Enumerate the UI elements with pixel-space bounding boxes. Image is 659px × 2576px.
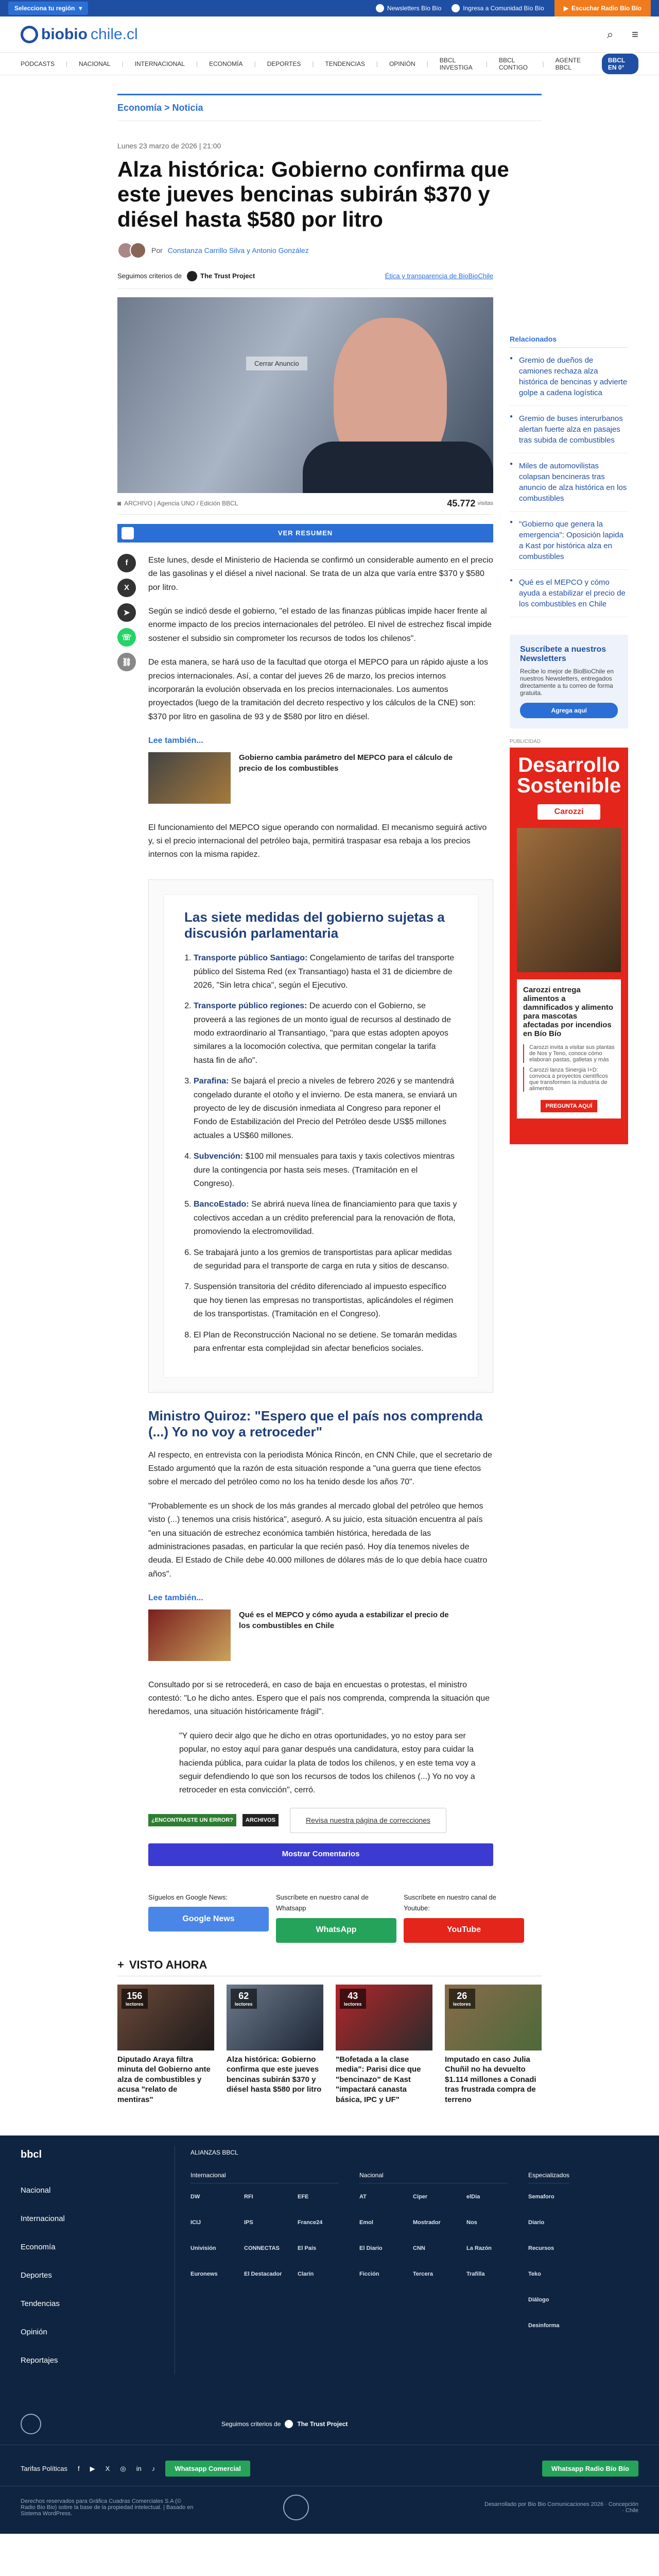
instagram-icon[interactable]: ◎ bbox=[120, 2464, 126, 2472]
partner-logo[interactable]: Nos bbox=[466, 2219, 477, 2226]
partner-logo[interactable]: Tercera bbox=[413, 2271, 433, 2278]
follow-row: Síguelos en Google News: Google News Suscríbete en nuestro canal de Whatsapp WhatsApp Suscríbete en nuestro canal de Youtube: YouTube bbox=[148, 1892, 493, 1943]
biobio-icon bbox=[21, 2414, 41, 2434]
link-icon[interactable]: ⛓ bbox=[117, 653, 136, 671]
partner-logo[interactable]: Clarín bbox=[298, 2271, 314, 2278]
user-icon bbox=[452, 4, 460, 12]
partner-logo[interactable]: Recursos bbox=[528, 2245, 554, 2252]
nav-item[interactable]: NACIONAL bbox=[79, 60, 111, 67]
partner-logo[interactable]: La Razón bbox=[466, 2245, 492, 2252]
author-avatar bbox=[130, 242, 146, 259]
nav-item[interactable]: DEPORTES bbox=[267, 60, 301, 67]
read-also-heading: Lee también... bbox=[148, 1594, 203, 1603]
sidebar: Relacionados ● Gremio de dueños de camiones rechaza alza histórica de bencinas y advierte golpe a cadena logística ● Gremio de buses interurbanos alertan fuerte alza en pasajes tras subida de combustibles ● Miles de automovilistas colapsan bencineras tras anuncio de alza histórica en los combustibles ● "Gobierno que genera la emergencia": Oposición lapida a Kast por histórica alza en combustibles ● Qué es el MEPCO y cómo ayuda a estabilizar el precio de los combustibles en Chile Suscríbete a nuestros Newsletters Recibe lo mejor de BioBioChile en nuestros Newsletters, entregados directamente a tu correo de forma gratuita. Agrega aquí PUBLICIDAD Desarrollo Sostenible Carozzi Carozzi entrega alimentos a damnificados y alimento para mascotas afectadas por incendios en Bío Bío Carozzi invita a visitar sus plantas de Nos y Teno, conoce cómo elaboran pastas, galletas y más Carozzi lanza Sinergia I+D: convoca a proyectos científicos que transformen la industria de alimentos PREGUNTA AQUÍ bbox=[510, 259, 628, 1943]
measure-item: 5. BancoEstado: Se abrirá nueva línea de financiamiento para que taxis y colectivos accedan a un crédito preferencial para la renovación de flota, promoviendo la electromovilidad. bbox=[194, 1198, 457, 1239]
measures-title: Las siete medidas del gobierno sujetas a discusión parlamentaria bbox=[184, 909, 445, 941]
facebook-icon[interactable]: f bbox=[78, 2465, 80, 2473]
newsletter-link[interactable]: Newsletters Bío Bío bbox=[376, 4, 441, 12]
telegram-icon[interactable]: ➤ bbox=[117, 603, 136, 622]
paragraph: "Probablemente es un shock de los más grandes al mercado global del petróleo que hemos visto (...) tenemos una crisis histórica", aseguró. A su juicio, esta situación encuentra al país "en una situación de estrechez económica también histórica, heredada de las administraciones pasadas, en particular la que recién pasó. Hoy día tenemos niveles de deuda. El Estado de Chile debe 40.000 millones de dólares más de lo que debía hace cuatro años". bbox=[148, 1501, 488, 1579]
site-footer: bbcl Nacional Internacional Economía Deportes Tendencias Opinión Reportajes ALIANZAS BBCL Internacional DW RFI EFE ICIJ IPS France24 Univisión CONNECTAS El País Euronews El Destacador Clarín Nacional AT Ciper elDia Emol Mostrador Nos El Diario CNN La Razón Ficción Tercera Trafilla Especializados Semaforo Diario Recursos Teko Diálogo Desinforma Seguimos criterios de The Trust Project Tarifas Políticas f ▶ X ◎ in ♪ Whatsapp Comercial Whatsapp Radio Bío Bío Derechos reservados para Gráfica Cuadras Comerciales S.A (© Radio Bio Bio) sobre la base de la propiedad intelectual. | Basado en Sistema WordPress. Desarrollado por Bio Bio Comunicaciones 2026 · Concepción · Chile bbox=[0, 2136, 659, 2534]
paragraph: Al respecto, en entrevista con la periodista Mónica Rincón, en CNN Chile, que el secretario de Estado argumentó que la razón de esta situación responde a "una guerra que tiene efectos sobre el mercado del petróleo como no los ha tenido desde los años 70". bbox=[148, 1450, 492, 1487]
newsletter-subscribe-button[interactable]: Agrega aquí bbox=[520, 703, 618, 718]
footer-trust: Seguimos criterios de The Trust Project bbox=[221, 2420, 348, 2428]
corrections-link[interactable]: Revisa nuestra página de correcciones bbox=[290, 1808, 446, 1833]
main-nav: PODCASTS | NACIONAL | INTERNACIONAL | ECONOMÍA | DEPORTES | TENDENCIAS | OPINIÓN | BBCL INVESTIGA | BBCL CONTIGO | AGENTE BBCL BBCL EN 0° bbox=[0, 53, 659, 75]
partner-logo[interactable]: Semaforo bbox=[528, 2194, 554, 2200]
nav-item[interactable]: BBCL CONTIGO bbox=[499, 56, 528, 71]
nav-item[interactable]: BBCL INVESTIGA bbox=[439, 56, 473, 71]
footer-social bbox=[0, 2445, 659, 2486]
close-ad-label[interactable]: Cerrar Anuncio bbox=[246, 357, 307, 370]
measure-item: 4. Subvención: $100 mil mensuales para taxis y taxis colectivos mientras dure la contingencia por hasta seis meses. (Tramitación en el Congreso). bbox=[194, 1150, 457, 1191]
ethics-link[interactable]: Ética y transparencia de BioBioChile bbox=[385, 272, 493, 280]
tarifas-link[interactable]: Tarifas Políticas bbox=[21, 2465, 68, 2473]
paragraph: El funcionamiento del MEPCO sigue operando con normalidad. El mecanismo seguirá activo y, si el precio internacional del petróleo baja, permitirá traspasar esa rebaja a los precios internos con la misma rapidez. bbox=[148, 823, 487, 859]
top-bar bbox=[0, 0, 659, 16]
trending-card[interactable]: 43 lectores "Bofetada a la clase media": Parisi dice que "bencinazo" de Kast "impactará canasta básica, IPC y UF" bbox=[336, 1985, 432, 2105]
related-link[interactable]: ● "Gobierno que genera la emergencia": Oposición lapida a Kast por histórica alza en combustibles bbox=[510, 512, 628, 570]
author-link[interactable]: Constanza Carrillo Silva y Antonio González bbox=[167, 246, 309, 255]
partner-logo[interactable]: ICIJ bbox=[190, 2219, 201, 2226]
logo-icon bbox=[21, 26, 38, 43]
play-icon: ▶ bbox=[563, 5, 568, 12]
summary-icon bbox=[122, 527, 134, 539]
trust-criteria: Seguimos criterios de The Trust Project Ética y transparencia de BioBioChile bbox=[117, 271, 493, 289]
partner-logo[interactable]: France24 bbox=[298, 2219, 323, 2226]
partner-logo[interactable]: Ciper bbox=[413, 2194, 428, 2200]
seal-icon bbox=[283, 2495, 309, 2520]
newsletter-icon bbox=[376, 4, 384, 12]
carozzi-logo: Carozzi bbox=[537, 804, 600, 820]
related-inline[interactable]: Gobierno cambia parámetro del MEPCO para el cálculo de precio de los combustibles bbox=[148, 752, 493, 804]
nav-item[interactable]: INTERNACIONAL bbox=[134, 60, 185, 67]
listen-radio-button[interactable]: ▶ Escuchar Radio Bío Bío bbox=[554, 0, 651, 16]
youtube-button[interactable]: YouTube bbox=[404, 1918, 524, 1943]
partner-logo[interactable]: Diálogo bbox=[528, 2297, 549, 2303]
partner-logo[interactable]: Emol bbox=[359, 2219, 373, 2226]
search-icon[interactable]: ⌕ bbox=[606, 27, 614, 41]
partner-logo[interactable]: IPS bbox=[244, 2219, 253, 2226]
partner-logo[interactable]: Desinforma bbox=[528, 2323, 560, 2329]
measure-item: 3. Parafina: Se bajará el precio a niveles de febrero 2026 y se mantendrá congelado durante el otoño y el invierno. De esta manera, se enviará un proyecto de ley de discusión inmediata al Congreso para reponer el Fondo de Estabilización del Precio del Petróleo desde US$5 millones actuales a US$60 millones. bbox=[194, 1075, 457, 1143]
trending-card[interactable]: 26 lectores Imputado en caso Julia Chuñil no ha devuelto $1.114 millones a Conadi tras frustrada compra de terreno bbox=[445, 1985, 542, 2105]
related-inline[interactable]: Qué es el MEPCO y cómo ayuda a estabilizar el precio de los combustibles en Chile bbox=[148, 1609, 493, 1661]
footer-link[interactable]: Deportes bbox=[21, 2271, 52, 2280]
partner-logo[interactable]: Diario bbox=[528, 2219, 545, 2226]
whatsapp-button[interactable]: WhatsApp bbox=[276, 1918, 396, 1943]
related-link[interactable]: ● Gremio de dueños de camiones rechaza alza histórica de bencinas y advierte golpe a cadena logística bbox=[510, 348, 628, 406]
partner-logo[interactable]: El País bbox=[298, 2245, 317, 2252]
chevron-down-icon: ▾ bbox=[79, 5, 82, 12]
nav-item[interactable]: PODCASTS bbox=[21, 60, 55, 67]
advertisement[interactable]: Desarrollo Sostenible Carozzi Carozzi entrega alimentos a damnificados y alimento para mascotas afectadas por incendios en Bío Bío Carozzi invita a visitar sus plantas de Nos y Teno, conoce cómo elaboran pastas, galletas y más Carozzi lanza Sinergia I+D: convoca a proyectos científicos que transformen la industria de alimentos PREGUNTA AQUÍ bbox=[510, 748, 628, 1144]
site-logo[interactable]: biobio chile.cl bbox=[21, 26, 138, 43]
image-caption: ◙ ARCHIVO | Agencia UNO / Edición BBCL 45.772 visitas bbox=[117, 493, 493, 515]
article-body bbox=[117, 259, 496, 1943]
trust-project-icon bbox=[285, 2420, 293, 2428]
section-heading: Ministro Quiroz: "Espero que el país nos comprenda (...) Yo no voy a retroceder" bbox=[148, 1408, 483, 1440]
view-count: 45.772 bbox=[447, 498, 476, 509]
partner-logo[interactable]: CNN bbox=[413, 2245, 425, 2252]
measure-item: 6. Se trabajará junto a los gremios de transportistas para aplicar medidas de seguridad para el transporte de carga en ruta y sitios de descanso. bbox=[194, 1246, 457, 1274]
byline: Por Constanza Carrillo Silva y Antonio González bbox=[117, 242, 542, 259]
menu-icon[interactable]: ≡ bbox=[632, 27, 638, 41]
nav-item[interactable]: OPINIÓN bbox=[389, 60, 415, 67]
tags-row bbox=[148, 1808, 493, 1833]
partner-logo[interactable]: DW bbox=[190, 2194, 200, 2200]
related-list bbox=[510, 348, 628, 617]
measures-list bbox=[184, 952, 457, 1355]
paragraph: "Y quiero decir algo que he dicho en otras oportunidades, yo no estoy para ser popular, no estoy aquí para ganar después una candidatura, estoy para cuidar la hacienda pública, para cuidar la plata de todos los chilenos, y en este tema voy a seguir defendiendo lo que son los recursos de todos los chilenos (...) Yo no voy a retroceder en esta convicción", cerró. bbox=[179, 1731, 476, 1795]
x-icon[interactable]: X bbox=[105, 2465, 110, 2473]
partner-logo[interactable]: Teko bbox=[528, 2271, 541, 2278]
partner-logo[interactable]: El Diario bbox=[359, 2245, 383, 2252]
plus-icon: + bbox=[117, 1958, 124, 1971]
partner-logo[interactable]: Mostrador bbox=[413, 2219, 441, 2226]
live-button[interactable]: BBCL EN 0° bbox=[602, 54, 638, 74]
linkedin-icon[interactable]: in bbox=[136, 2465, 142, 2473]
partner-logo[interactable]: Ficción bbox=[359, 2271, 379, 2278]
measure-item: 8. El Plan de Reconstrucción Nacional no se detiene. Se tomarán medidas para enfrentar esta complejidad sin afectar beneficios sociales. bbox=[194, 1329, 457, 1356]
community-link[interactable]: Ingresa a Comunidad Bío Bío bbox=[452, 4, 544, 12]
archive-tag[interactable]: ARCHIVOS bbox=[242, 1814, 279, 1826]
agent-logo[interactable]: AGENTE BBCL bbox=[555, 56, 581, 71]
whatsapp-icon[interactable]: ☏ bbox=[117, 628, 136, 647]
related-link[interactable]: ● Qué es el MEPCO y cómo ayuda a estabilizar el precio de los combustibles en Chile bbox=[510, 570, 628, 617]
trending-card[interactable]: 62 lectores Alza histórica: Gobierno confirma que este jueves bencinas subirán $370 y diésel hasta $580 por litro bbox=[227, 1985, 323, 2105]
region-selector[interactable]: Selecciona tu región ▾ bbox=[8, 2, 88, 15]
paragraph: Consultado por si se retrocederá, en caso de baja en encuestas o protestas, el ministro contestó: "Lo he dicho antes. Espero que el país nos comprenda, comprenda la situación que heredamos, una situación históricamente frágil". bbox=[148, 1680, 490, 1717]
partner-logo[interactable]: AT bbox=[359, 2194, 367, 2200]
partner-logo[interactable]: Trafilla bbox=[466, 2271, 485, 2278]
footer-link[interactable]: Tendencias bbox=[21, 2299, 60, 2309]
related-thumbnail bbox=[148, 1609, 231, 1661]
footer-link[interactable]: Internacional bbox=[21, 2214, 65, 2224]
measure-item: 2. Transporte público regiones: De acuerdo con el Gobierno, se proveerá a las regiones de un monto igual de recursos al destinado de modo extraordinario al Transantiago, "para que estas adopten apoyos similares a la locomoción colectiva, que permitan congelar la tarifa hasta fin de año". bbox=[194, 999, 457, 1067]
measure-item: 1. Transporte público Santiago: Congelamiento de tarifas del transporte público del Sistema Red (ex Transantiago) hasta el 31 de diciembre de 2026, "Sin letra chica", según el Ejecutivo. bbox=[194, 952, 457, 992]
summary-button[interactable]: VER RESUMEN bbox=[117, 524, 493, 543]
publish-date: Lunes 23 marzo de 2026 | 21:00 bbox=[117, 142, 221, 150]
partner-logo[interactable]: RFI bbox=[244, 2194, 253, 2200]
trust-project-icon bbox=[187, 271, 197, 281]
visto-ahora: + VISTO AHORA 156 lectores Diputado Araya filtra minuta del Gobierno ante alza de combustibles y acusa "relato de mentiras" 62 lectores Alza histórica: Gobierno confirma que este jueves bencinas subirán $370 y diésel hasta $580 por litro 43 lectores "Bofetada a la clase media": Parisi dice que "bencinazo" de Kast "impactará canasta básica, IPC y UF" 26 lectores Imputado en caso Julia Chuñil no ha devuelto $1.114 millones a Conadi tras frustrada compra de terreno bbox=[117, 1958, 542, 2105]
partner-logo[interactable]: CONNECTAS bbox=[244, 2245, 280, 2252]
legal-bar: Derechos reservados para Gráfica Cuadras Comerciales S.A (© Radio Bio Bio) sobre la base de la propiedad intelectual. | Basado en Sistema WordPress. Desarrollado por Bio Bio Comunicaciones 2026 · Concepción · Chile bbox=[0, 2486, 659, 2534]
footer-link[interactable]: Economía bbox=[21, 2243, 56, 2252]
x-icon[interactable]: X bbox=[117, 579, 136, 597]
google-news-button[interactable]: Google News bbox=[148, 1907, 269, 1931]
show-comments-button[interactable]: Mostrar Comentarios bbox=[148, 1843, 493, 1866]
read-also-heading: Lee también... bbox=[148, 736, 203, 745]
related-thumbnail bbox=[148, 752, 231, 804]
partner-logo[interactable]: Univisión bbox=[190, 2245, 216, 2252]
partner-logo[interactable]: EFE bbox=[298, 2194, 309, 2200]
footer-link[interactable]: Reportajes bbox=[21, 2356, 58, 2365]
breadcrumb[interactable]: Economía > Noticia bbox=[117, 94, 542, 121]
tiktok-icon[interactable]: ♪ bbox=[151, 2465, 155, 2473]
paragraph: Este lunes, desde el Ministerio de Hacienda se confirmó un considerable aumento en el precio de las gasolinas y el diésel a nivel nacional. Se trata de un alza que varía entre $370 y $580 por litro. bbox=[148, 555, 493, 592]
whatsapp-commercial-button[interactable]: Whatsapp Comercial bbox=[165, 2461, 250, 2477]
measure-item: 7. Suspensión transitoria del crédito diferenciado al impuesto específico que hoy tienen las empresas no transportistas, aplicándoles el régimen de los transportistas. (Tramitación en el Congreso). bbox=[194, 1280, 457, 1321]
facebook-icon[interactable]: f bbox=[117, 554, 136, 572]
youtube-icon[interactable]: ▶ bbox=[90, 2464, 95, 2472]
footer-link[interactable]: Opinión bbox=[21, 2328, 47, 2337]
footer-link[interactable]: Nacional bbox=[21, 2186, 51, 2195]
measures-box bbox=[148, 879, 493, 1393]
nav-item[interactable]: ECONOMÍA bbox=[209, 60, 243, 67]
related-link[interactable]: ● Gremio de buses interurbanos alertan fuerte alza en pasajes tras subida de combustibles bbox=[510, 406, 628, 453]
site-header bbox=[0, 16, 659, 53]
related-link[interactable]: ● Miles de automovilistas colapsan bencineras tras anuncio de alza histórica en los combustibles bbox=[510, 453, 628, 512]
newsletter-box: Suscríbete a nuestros Newsletters Recibe lo mejor de BioBioChile en nuestros Newsletters, entregados directamente a tu correo de forma gratuita. Agrega aquí bbox=[510, 635, 628, 728]
hero-image bbox=[117, 297, 493, 493]
footer-logo[interactable]: bbcl bbox=[21, 2149, 42, 2161]
report-error-tag[interactable]: ¿ENCONTRASTE UN ERROR? bbox=[148, 1814, 236, 1826]
paragraph: De esta manera, se hará uso de la facultad que otorga el MEPCO para un rápido ajuste a los precios internacionales. Así, a contar del jueves 26 de marzo, los precios internos incorporarán la evolución observada en los precios internacionales. Los aumentos proyectados (luego de la tramitación del decreto respectivo y los cálculos de la CNE) son: $370 por litro en gasolina de 93 y de $580 por litro en diésel. bbox=[148, 658, 488, 721]
share-bar bbox=[117, 554, 136, 1943]
trending-card[interactable]: 156 lectores Diputado Araya filtra minuta del Gobierno ante alza de combustibles y acusa "relato de mentiras" bbox=[117, 1985, 214, 2105]
partner-logo[interactable]: El Destacador bbox=[244, 2271, 282, 2278]
partner-logo[interactable]: elDia bbox=[466, 2194, 480, 2200]
paragraph: Según se indicó desde el gobierno, "el estado de las finanzas públicas impide hacer frente al enorme impacto de los precios internacionales del petróleo. El nivel de estrechez fiscal impide sostener el subsidio sin comprometer los recursos de todos los chilenos". bbox=[148, 607, 492, 643]
partner-logo[interactable]: Euronews bbox=[190, 2271, 218, 2278]
nav-item[interactable]: TENDENCIAS bbox=[325, 60, 365, 67]
ad-cta-button[interactable]: PREGUNTA AQUÍ bbox=[541, 1100, 597, 1112]
camera-icon: ◙ bbox=[117, 500, 122, 507]
related-heading: Relacionados bbox=[510, 331, 628, 348]
whatsapp-radio-button[interactable]: Whatsapp Radio Bío Bío bbox=[542, 2461, 638, 2477]
ad-photo bbox=[517, 828, 621, 972]
article-title: Alza histórica: Gobierno confirma que este jueves bencinas subirán $370 y diésel hasta $580 por litro bbox=[117, 157, 509, 231]
